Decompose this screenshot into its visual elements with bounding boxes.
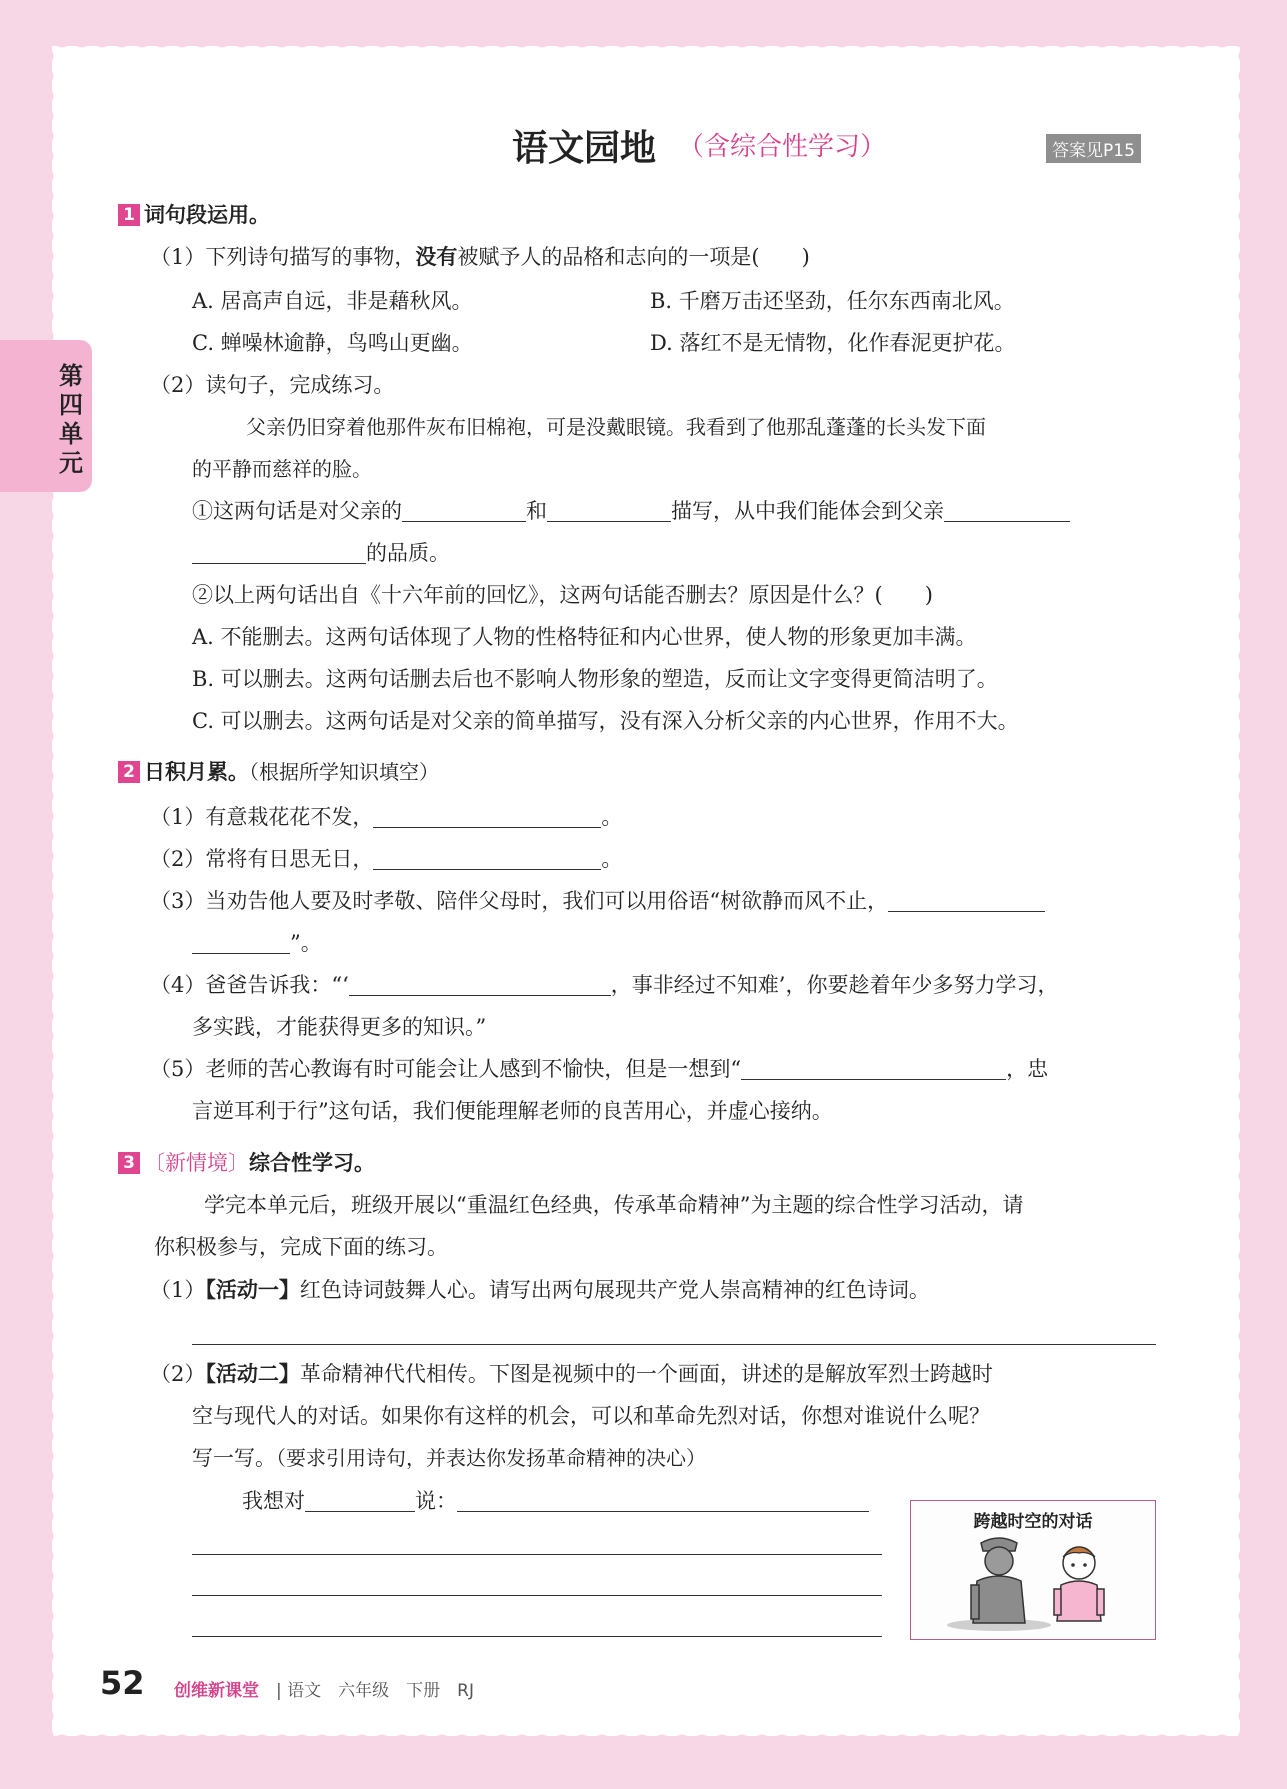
s3-activity-2-line3 [192,1443,706,1473]
blank-addressee[interactable] [305,1489,415,1512]
blank-father-quality-part2[interactable] [192,541,366,564]
s1-q2-passage-line1: 父亲仍旧穿着他那件灰布旧棉袍，可是没戴眼镜。我看到了他那乱蓬蓬的长头发下面 [246,415,986,439]
page-number: 52 [100,1664,145,1702]
section-3-heading [118,1148,375,1178]
s3-act2-num: （2） [150,1362,206,1386]
blank-description-type-2[interactable] [547,499,671,522]
blank-description-type-1[interactable] [402,499,526,522]
answer-line-activity-2-c[interactable] [192,1636,882,1637]
s1-q2-passage-line2: 的平静而慈祥的脸。 [192,457,372,481]
s1-q2-sub1-cont [192,538,450,568]
section-1-heading [118,200,270,230]
s2-q3-cont [192,928,322,958]
s2-q2-end: 。 [601,847,623,871]
page-title: 语文园地 [512,128,657,169]
scalloped-edge-bottom [52,1730,1240,1742]
blank-s2-q3-part2[interactable] [192,931,290,954]
section-2-heading [118,757,439,787]
blank-s2-q1[interactable] [373,805,601,828]
section-3-title: 综合性学习。 [249,1151,375,1175]
s1-q1-stem-part: （1）下列诗句描写的事物， [150,245,416,269]
blank-s2-q4[interactable] [349,973,611,996]
s2-q5-cont: 言逆耳利于行”这句话，我们便能理解老师的良苦用心，并虚心接纳。 [192,1099,833,1123]
blank-message-line-1[interactable] [457,1489,869,1512]
s3-act2-label: 【活动二】 [205,1362,300,1386]
footer-book-info: | 语文 六年级 下册 RJ [276,1681,474,1701]
s2-q4 [150,970,1058,1000]
scalloped-edge-top [52,40,1240,52]
s2-q5 [150,1054,1048,1084]
s2-q3-text: （3）当劝告他人要及时孝敬、陪伴父母时，我们可以用俗语“树欲静而风不止， [150,889,889,913]
s1-q1-option-a: A. 居高声自远，非是藉秋风。 [192,289,473,313]
s3-act2-requirement: （要求引用诗句，并表达你发扬革命精神的决心） [276,1446,706,1470]
soldier-and-boy-icon [911,1501,1155,1639]
s2-q3-text-end: ”。 [290,931,322,955]
scalloped-edge-left [46,46,58,1736]
s1-q2-sub1-text: 的品质。 [366,541,450,565]
answer-reference-badge: 答案见P15 [1046,134,1141,163]
s1-q1-stem [150,242,810,272]
s3-activity-1 [150,1275,930,1305]
s2-q3 [150,886,1045,916]
s3-act2-text: 写一写。 [192,1446,276,1470]
s1-q2-sub1-text: 和 [526,499,547,523]
s3-write-text: 说： [415,1489,457,1513]
section-2-note: （根据所学知识填空） [249,760,439,784]
footer-brand: 创维新课堂 [174,1681,259,1701]
new-context-tag: 〔新情境〕 [144,1151,249,1175]
s1-q2-sub2: ②以上两句话出自《十六年前的回忆》，这两句话能否删去？原因是什么？( ) [192,583,933,607]
answer-line-activity-1[interactable] [192,1344,1156,1345]
s3-activity-2 [150,1359,993,1389]
s1-q2-sub1-text: ①这两句话是对父亲的 [192,499,402,523]
s1-q1-option-d: D. 落红不是无情物，化作春泥更护花。 [650,331,1016,355]
s2-q4-cont: 多实践，才能获得更多的知识。” [192,1015,487,1039]
blank-s2-q5[interactable] [741,1057,1006,1080]
section-3-number: 3 [118,1152,140,1174]
s1-q1-stem-emphasis: 没有 [415,245,458,269]
s3-activity-2-line2: 空与现代人的对话。如果你有这样的机会，可以和革命先烈对话，你想对谁说什么呢？ [192,1404,990,1428]
blank-s2-q3-part1[interactable] [888,889,1045,912]
s3-act2-text: 革命精神代代相传。下图是视频中的一个画面，讲述的是解放军烈士跨越时 [299,1362,993,1386]
blank-s2-q2[interactable] [373,847,601,870]
s2-q5-text: （5）老师的苦心教诲有时可能会让人感到不愉快，但是一想到“ [150,1057,742,1081]
s1-q2-option-b: B. 可以删去。这两句话删去后也不影响人物形象的塑造，反而让文字变得更简洁明了。 [192,667,998,691]
s1-q1-stem-part: 被赋予人的品格和志向的一项是( ) [457,245,810,269]
blank-father-quality-part1[interactable] [944,499,1070,522]
scalloped-edge-right [1234,46,1246,1736]
dialogue-illustration [910,1500,1156,1640]
unit-tab-label: 第四单元 [59,362,83,477]
section-2-number: 2 [118,761,140,783]
s2-q2-text: （2）常将有日思无日， [150,847,374,871]
section-1-number: 1 [118,204,140,226]
section-1-title: 词句段运用。 [144,203,270,227]
s2-q4-text: （4）爸爸告诉我：“‘ [150,973,349,997]
s2-q1-text: （1）有意栽花花不发， [150,805,374,829]
s3-act1-text: 红色诗词鼓舞人心。请写出两句展现共产党人崇高精神的红色诗词。 [299,1278,930,1302]
section-2-title: 日积月累。 [144,760,249,784]
s2-q4-text: ，事非经过不知难’，你要趁着年少多努力学习， [610,973,1059,997]
answer-line-activity-2-a[interactable] [192,1554,882,1555]
s3-act1-label: 【活动一】 [205,1278,300,1302]
s2-q2 [150,844,622,874]
page-subtitle: （含综合性学习） [678,132,887,162]
s2-q1-end: 。 [601,805,623,829]
s2-q1 [150,802,622,832]
answer-line-activity-2-b[interactable] [192,1595,882,1596]
s1-q2-option-a: A. 不能删去。这两句话体现了人物的性格特征和内心世界，使人物的形象更加丰满。 [192,625,977,649]
s1-q2-sub1 [192,496,1070,526]
s1-q2-stem: （2）读句子，完成练习。 [150,373,395,397]
illustration-caption: 跨越时空的对话 [973,1512,1093,1532]
s1-q1-option-b: B. 千磨万击还坚劲，任尔东西南北风。 [650,289,1015,313]
s3-write-text: 我想对 [242,1489,305,1513]
s1-q2-sub1-text: 描写，从中我们能体会到父亲 [671,499,944,523]
s1-q2-option-c: C. 可以删去。这两句话是对父亲的简单描写，没有深入分析父亲的内心世界，作用不大。 [192,709,1019,733]
s3-write-prompt [242,1486,869,1516]
s3-intro-line1: 学完本单元后，班级开展以“重温红色经典，传承革命精神”为主题的综合性学习活动，请 [204,1193,1024,1217]
s3-intro-line2: 你积极参与，完成下面的练习。 [154,1235,448,1259]
s3-act1-num: （1） [150,1278,206,1302]
s1-q1-option-c: C. 蝉噪林逾静，鸟鸣山更幽。 [192,331,473,355]
s2-q5-text: ，忠 [1006,1057,1049,1081]
